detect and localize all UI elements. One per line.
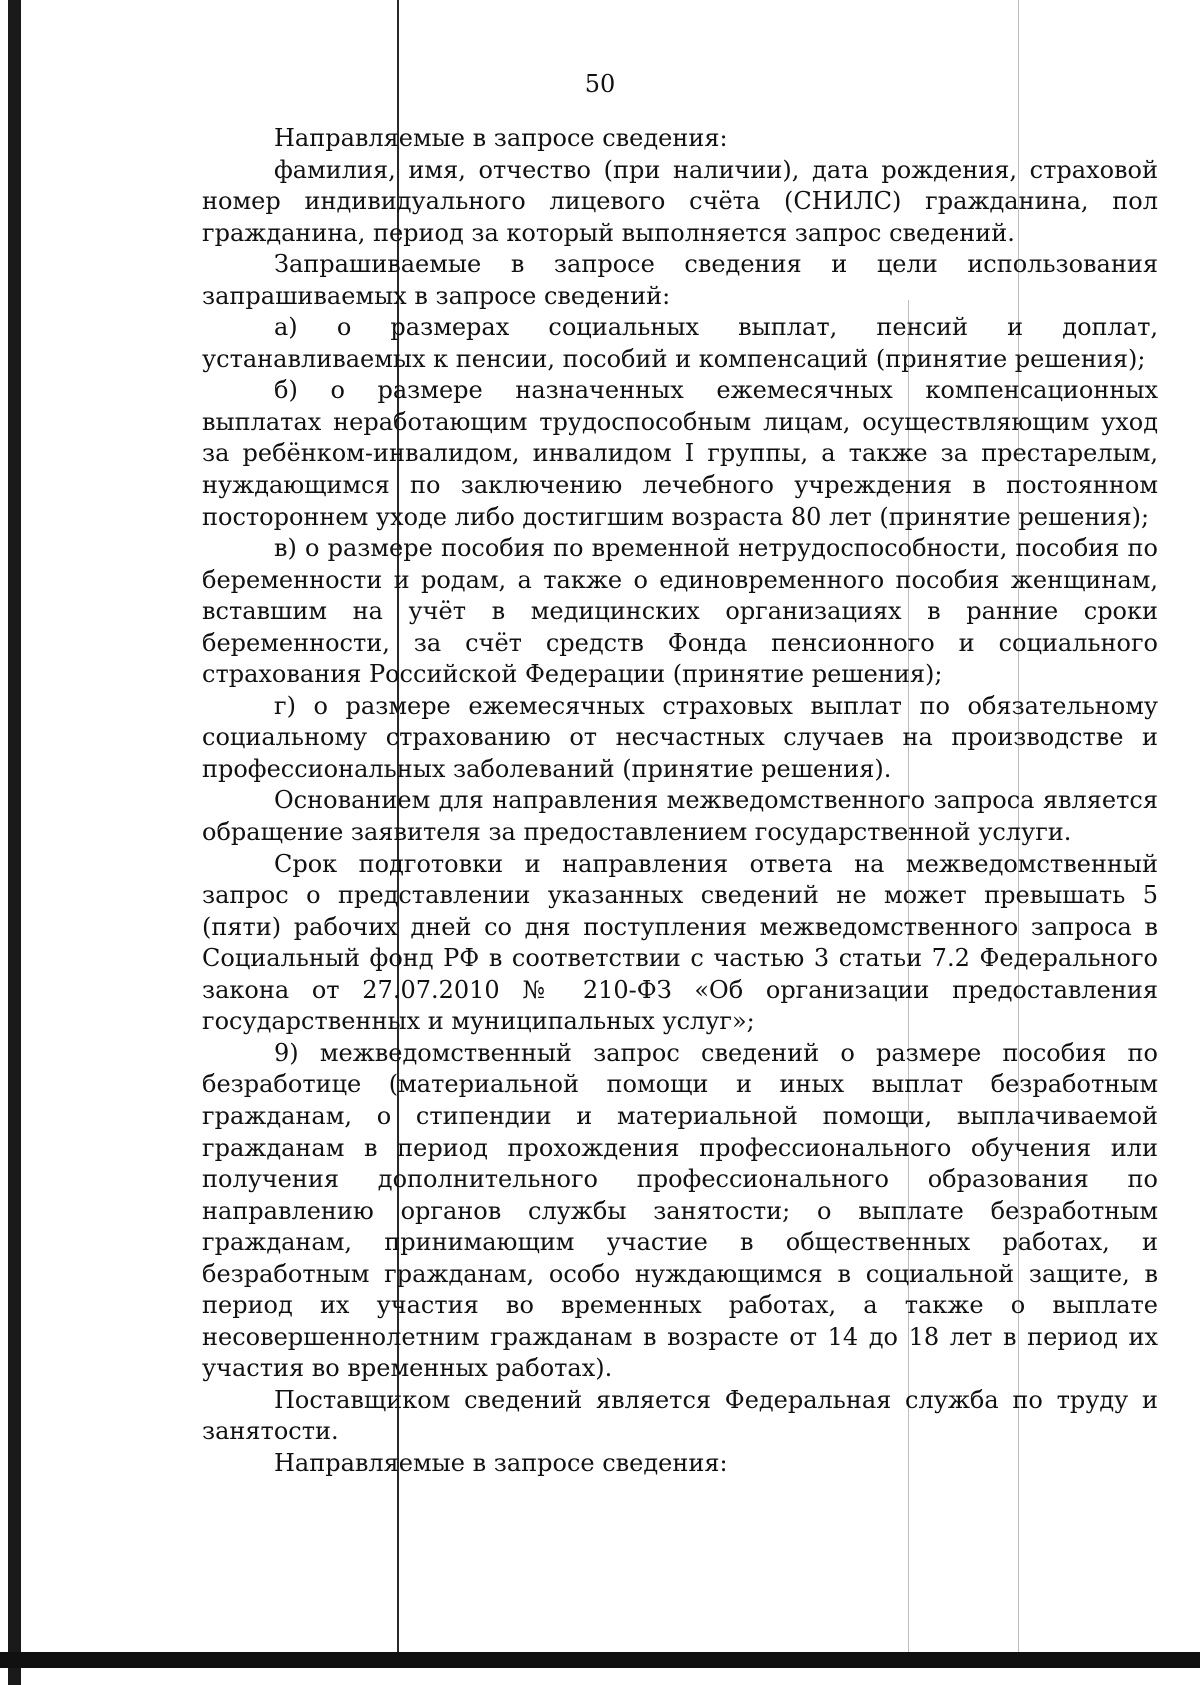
paragraph: 9) межведомственный запрос сведений о размере пособия по безработице (материальной помощи и иных выплат безработным гражданам, о стипендии и материальной помощи, выплачиваемой гражданам в период прохождения профессионального обучения или получения дополнительного профессионального образования по направлению органов службы занятости; о выплате безработным гражданам, принимающим участие в общественных работах, и безработным гражданам, особо нуждающимся в социальной защите, в период их участия во временных работах, а также о выплате несовершеннолетним гражданам в возрасте от 14 до 18 лет в период их участия во временных работах). — [202, 1038, 1158, 1383]
paragraph: а) о размерах социальных выплат, пенсий и доплат, устанавливаемых к пенсии, пособий и компенсаций (принятие решения); — [202, 313, 1158, 373]
paragraph: Поставщиком сведений является Федеральная служба по труду и занятости. — [202, 1385, 1158, 1446]
scan-bottom-edge — [0, 1652, 1200, 1668]
document-body — [202, 123, 1158, 1480]
paragraph: Направляемые в запросе сведения: — [274, 124, 728, 152]
paragraph: б) о размере назначенных ежемесячных компенсационных выплатах неработающим трудоспособным лицам, осуществляющим уход за ребёнком-инвалидом, инвалидом I группы, а также за престарелым, нуждающимся по заключению лечебного учреждения в постоянном постороннем уходе либо достигшим возраста 80 лет (принятие решения); — [202, 376, 1158, 531]
paragraph: Срок подготовки и направления ответа на межведомственный запрос о представлении указанных сведений не может превышать 5 (пяти) рабочих дней со дня поступления межведомственного запроса в Социальный фонд РФ в соответствии с частью 3 статьи 7.2 Федерального закона от 27.07.2010 № 210-ФЗ «Об организации предоставления государственных и муниципальных услуг»; — [202, 849, 1158, 1036]
paragraph: фамилия, имя, отчество (при наличии), дата рождения, страховой номер индивидуального лицевого счёта (СНИЛС) гражданина, пол гражданина, период за который выполняется запрос сведений. — [202, 155, 1158, 247]
paragraph: в) о размере пособия по временной нетрудоспособности, пособия по беременности и родам, а также о единовременного пособия женщинам, вставшим на учёт в медицинских организациях в ранние сроки беременности, за счёт средств Фонда пенсионного и социального страхования Российской Федерации (принятие решения); — [202, 534, 1158, 689]
paragraph: Запрашиваемые в запросе сведения и цели использования запрашиваемых в запросе сведений: — [202, 250, 1158, 310]
scan-left-edge — [8, 0, 21, 1685]
paragraph: Направляемые в запросе сведения: — [274, 1448, 728, 1477]
page-number: 50 — [584, 70, 616, 98]
paragraph: Основанием для направления межведомственного запроса является обращение заявителя за предоставлением государственной услуги. — [202, 786, 1158, 847]
paragraph: г) о размере ежемесячных страховых выплат по обязательному социальному страхованию от несчастных случаев на производстве и профессиональных заболеваний (принятие решения). — [202, 691, 1158, 783]
